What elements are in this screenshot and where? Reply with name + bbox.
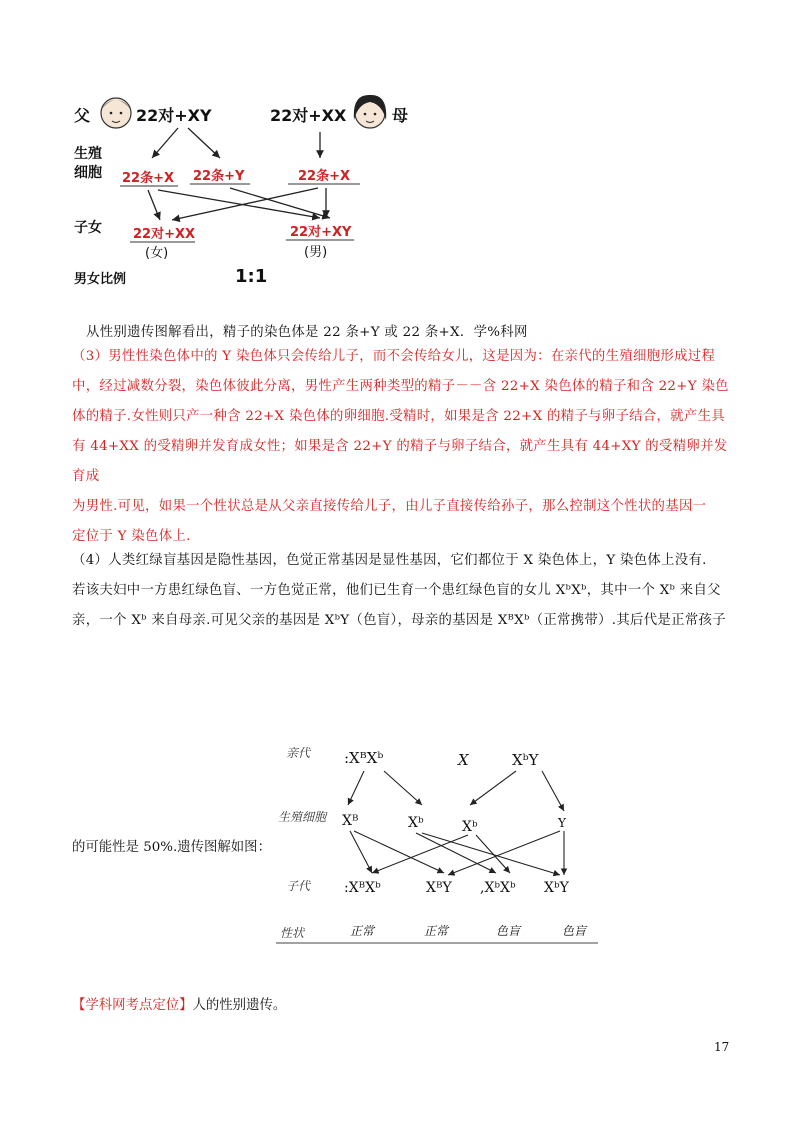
paragraph-4 — [72, 546, 732, 636]
offspring-normal-male: XᴮY — [426, 880, 452, 896]
source-footnote — [72, 994, 286, 1013]
parent-mother-genotype: :XᴮXᵇ — [344, 749, 384, 767]
child-male-genotype: 22对+XY — [290, 225, 352, 240]
child-female-genotype: 22对+XX — [133, 227, 196, 242]
source-tag: 【学科网考点定位】 — [72, 998, 193, 1013]
gametes-row-label: 生殖细胞 — [278, 810, 327, 824]
gamete-xb-recessive-father: Xᵇ — [462, 819, 478, 835]
gamete-egg-x: 22条+X — [298, 169, 351, 184]
intro-text: 从性别遗传图解看出，精子的染色体是 22 条+Y 或 22 条+X．学%科网 — [86, 325, 528, 340]
colorblind-inheritance-figure — [272, 735, 602, 950]
offspring-row-label: 子代 — [286, 879, 311, 893]
gamete-sperm-x: 22条+X — [122, 171, 175, 186]
mother-label: 母 — [392, 106, 409, 125]
paragraph-3-line: （3）男性性染色体中的 Y 染色体只会传给儿子，而不会传给女儿，这是因为：在亲代的生殖细胞形成过程 — [72, 349, 716, 364]
paragraph-3-line: 体的精子.女性则只产一种含 22+X 染色体的卵细胞.受精时，如果是含 22+X 的精子与卵子结合，就产生具 — [72, 409, 725, 424]
trait-normal-1: 正常 — [350, 924, 375, 938]
trait-colorblind-2: 色盲 — [562, 924, 587, 938]
source-text: 人的性别遗传。 — [192, 998, 287, 1013]
offspring-colorblind-female: ,XᵇXᵇ — [480, 880, 516, 896]
trait-normal-2: 正常 — [424, 924, 449, 938]
mother-genotype: 22对+XX — [270, 106, 347, 125]
offspring-carrier-female: :XᴮXᵇ — [344, 880, 381, 896]
paragraph-4-tail-text: 的可能性是 50%.遗传图解如图： — [72, 840, 271, 855]
paragraph-3-line: 中，经过减数分裂，染色体彼此分离，男性产生两种类型的精子－－含 22+X 染色体的精子和含 22+Y 染色 — [72, 379, 729, 394]
paragraph-3-line: 定位于 Y 染色体上. — [72, 529, 191, 544]
paragraph-4-line: 若该夫妇中一方患红绿色盲、一方色觉正常，他们已生育一个患红绿色盲的女儿 XᵇXᵇ，其中一个 Xᵇ 来自父 — [72, 583, 721, 598]
paragraph-3 — [72, 342, 732, 552]
mother-face-icon — [354, 95, 386, 128]
paragraph-4-tail — [72, 836, 271, 855]
child-female-sex: (女) — [145, 246, 169, 261]
paragraph-3-line: 为男性.可见，如果一个性状总是从父亲直接传给儿子，由儿子直接传给孙子，那么控制这个性状的基因一 — [72, 499, 707, 514]
children-row-label: 子女 — [74, 220, 102, 236]
parents-row-label: 亲代 — [286, 746, 311, 760]
gamete-y: Y — [558, 816, 566, 830]
trait-colorblind-1: 色盲 — [496, 924, 521, 938]
parent-father-genotype: XᵇY — [512, 751, 539, 769]
child-male-sex: (男) — [304, 245, 328, 260]
father-label: 父 — [74, 106, 91, 125]
sex-ratio-value: 1:1 — [235, 266, 268, 287]
offspring-colorblind-male: XᵇY — [544, 880, 569, 896]
sex-inheritance-diagram — [60, 80, 420, 295]
father-genotype: 22对+XY — [136, 106, 212, 125]
gamete-xb-dominant: Xᴮ — [342, 813, 359, 829]
gamete-xb-recessive-mother: Xᵇ — [408, 815, 424, 831]
germ-cell-row-label-2: 细胞 — [74, 165, 102, 181]
gamete-sperm-y: 22条+Y — [193, 169, 245, 184]
father-face-icon — [101, 98, 131, 128]
paragraph-4-line: 亲，一个 Xᵇ 来自母亲.可见父亲的基因是 XᵇY（色盲），母亲的基因是 XᴮXᵇ（正常携带）.其后代是正常孩子 — [72, 613, 726, 628]
germ-cell-row-label-1: 生殖 — [74, 146, 102, 162]
paragraph-4-line: （4）人类红绿盲基因是隐性基因，色觉正常基因是显性基因，它们都位于 X 染色体上，Y 染色体上没有. — [72, 553, 707, 568]
paragraph-3-line: 有 44+XX 的受精卵并发育成女性；如果是含 22+Y 的精子与卵子结合，就产生具有 44+XY 的受精卵并发育成 — [72, 439, 728, 484]
page-number: 17 — [714, 1040, 730, 1054]
sex-ratio-label: 男女比例 — [74, 272, 127, 287]
traits-row-label: 性状 — [280, 926, 305, 940]
cross-symbol: X — [458, 751, 469, 769]
sex-inheritance-figure — [60, 80, 420, 295]
colorblind-inheritance-diagram — [272, 735, 602, 950]
